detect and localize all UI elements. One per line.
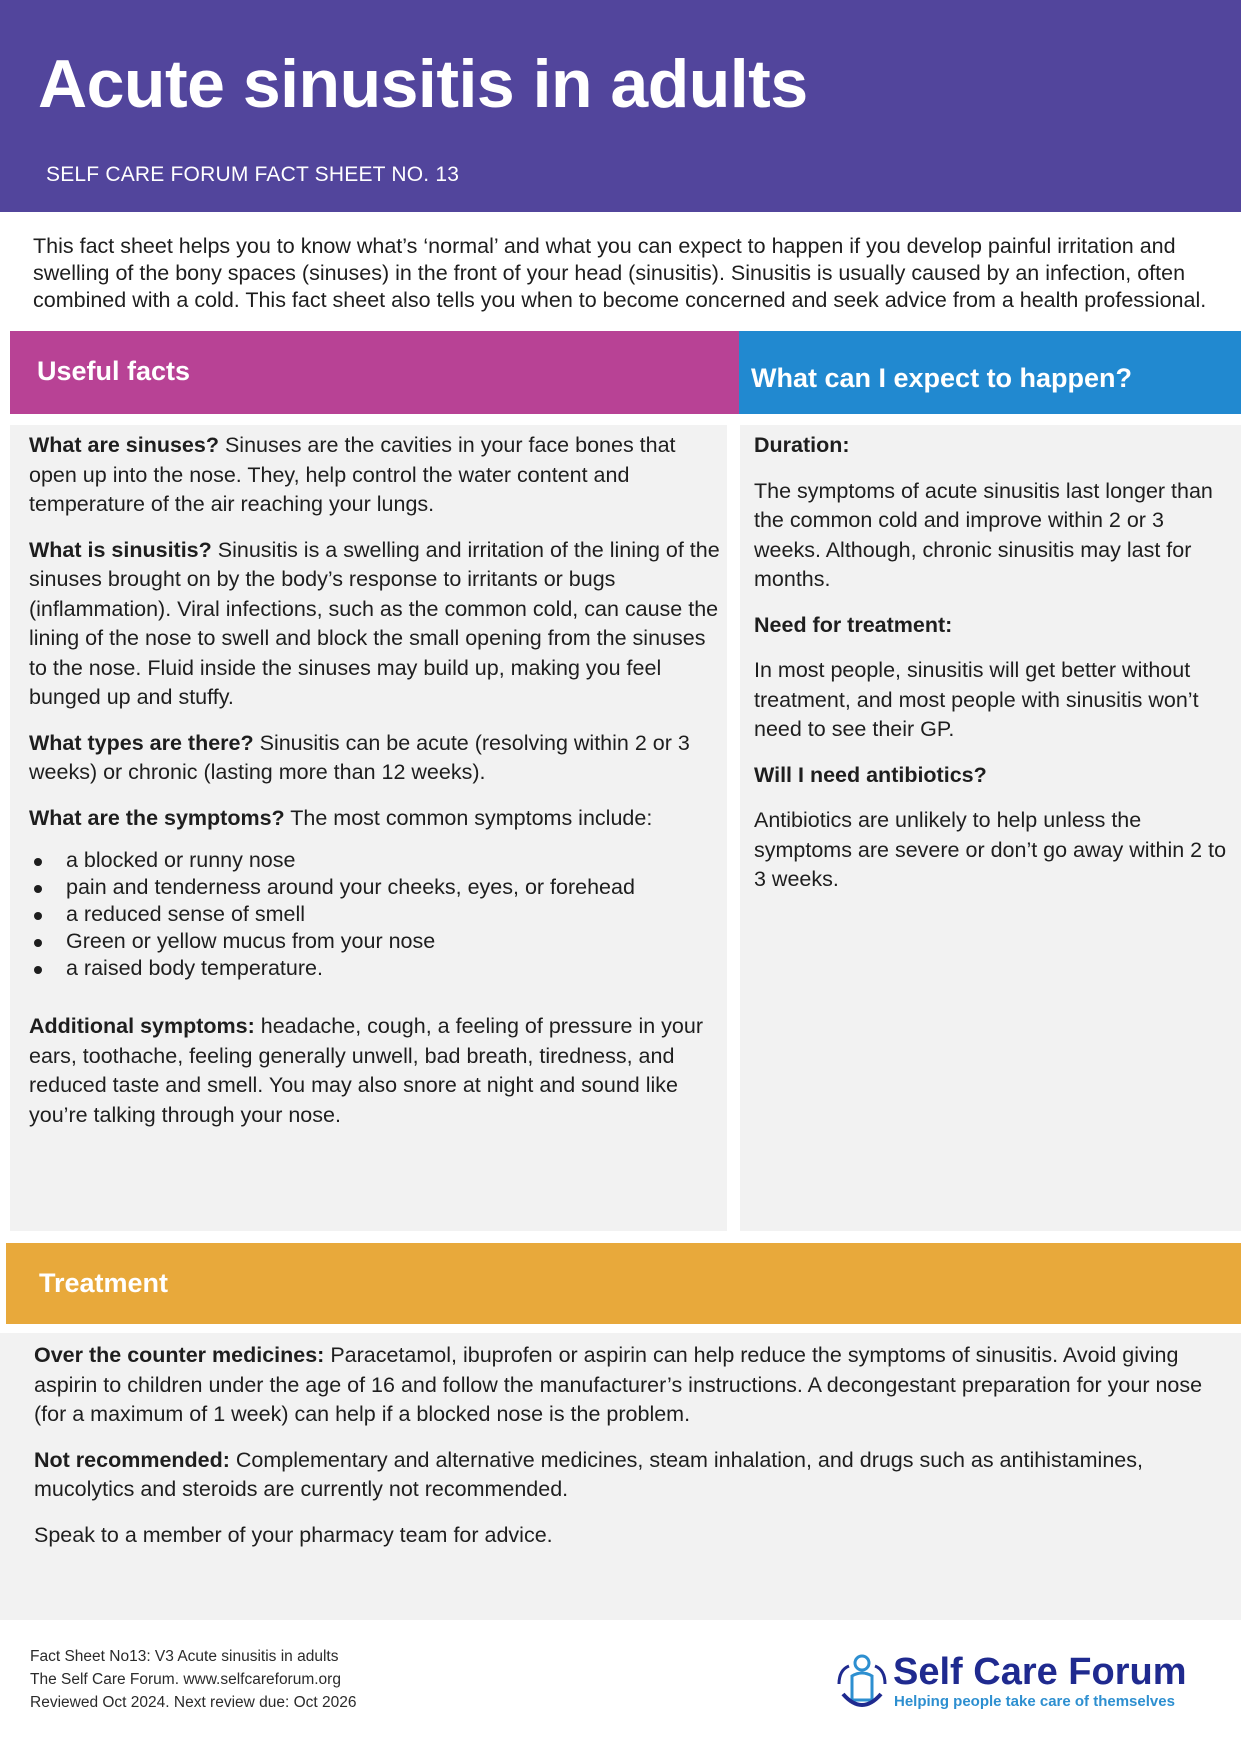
logo-name: Self Care Forum bbox=[893, 1651, 1187, 1693]
symptoms-answer: The most common symptoms include: bbox=[284, 805, 653, 830]
footer-line-3: Reviewed Oct 2024. Next review due: Oct 2026 bbox=[30, 1694, 357, 1711]
page-title: Acute sinusitis in adults bbox=[38, 46, 808, 122]
intro-paragraph: This fact sheet helps you to know what’s ‘normal’ and what you can expect to happen if you develop painful irritation and swelling of the bony spaces (sinuses) in the front of your head (sinusitis). Sinusitis is usually caused by an infection, often combined with a cold. This fact sheet also tells you when to become concerned and seek advice from a health professional. bbox=[33, 234, 1207, 312]
page-header bbox=[0, 0, 1241, 212]
footer-line-2: The Self Care Forum. www.selfcareforum.org bbox=[30, 1671, 341, 1688]
sinusitis-paragraph bbox=[29, 536, 721, 713]
sinuses-question: What are sinuses? bbox=[29, 433, 219, 457]
additional-answer: headache, cough, a feeling of pressure in your ears, toothache, feeling generally unwell, bad breath, tiredness, and reduced taste and smell. You may also snore at night and sound like you’re talking through your nose. bbox=[29, 1014, 703, 1127]
list-item: a raised body temperature. bbox=[29, 955, 721, 982]
otc-heading: Over the counter medicines: bbox=[34, 1343, 325, 1367]
list-item: a blocked or runny nose bbox=[29, 847, 721, 874]
antibiotics-heading bbox=[754, 761, 1234, 791]
people-circle-icon bbox=[836, 1654, 888, 1710]
antibiotics-text: Antibiotics are unlikely to help unless the symptoms are severe or don’t go away within 2 to 3 weeks. bbox=[754, 808, 1227, 891]
sinuses-paragraph bbox=[29, 431, 721, 520]
additional-question: Additional symptoms: bbox=[29, 1014, 255, 1038]
types-paragraph bbox=[29, 729, 721, 788]
self-care-forum-logo bbox=[836, 1652, 1206, 1712]
additional-paragraph bbox=[29, 1012, 721, 1130]
expect-heading: What can I expect to happen? bbox=[751, 363, 1133, 393]
list-item: pain and tenderness around your cheeks, eyes, or forehead bbox=[29, 874, 721, 901]
list-item: a reduced sense of smell bbox=[29, 901, 721, 928]
pharmacy-advice: Speak to a member of your pharmacy team for advice. bbox=[34, 1522, 553, 1547]
antibiotics-heading-text: Will I need antibiotics? bbox=[754, 762, 987, 787]
otc-paragraph bbox=[34, 1341, 1224, 1430]
list-item: Green or yellow mucus from your nose bbox=[29, 928, 721, 955]
duration-text: The symptoms of acute sinusitis last longer than the common cold and improve within 2 or 3 weeks. Although, chronic sinusitis may last for months. bbox=[754, 478, 1213, 591]
useful-facts-heading: Useful facts bbox=[37, 356, 191, 386]
page-subtitle: SELF CARE FORUM FACT SHEET NO. 13 bbox=[46, 163, 460, 186]
not-recommended-text: Complementary and alternative medicines, steam inhalation, and drugs such as antihistamines, mucolytics and steroids are currently not recommended. bbox=[34, 1447, 1143, 1501]
need-treatment-text: In most people, sinusitis will get better without treatment, and most people with sinusitis won’t need to see their GP. bbox=[754, 658, 1199, 741]
footer-line-1: Fact Sheet No13: V3 Acute sinusitis in adults bbox=[30, 1648, 339, 1665]
not-recommended-heading: Not recommended: bbox=[34, 1447, 230, 1472]
useful-facts-heading-band bbox=[10, 331, 739, 414]
sinusitis-answer: Sinusitis is a swelling and irritation of the lining of the sinuses brought on by the body’s response to irritants or bugs (inflammation). Viral infections, such as the common cold, can cause the lining of the nose to swell and block the small opening from the sinuses to the nose. Fluid inside the sinuses may build up, making you feel bunged up and stuffy. bbox=[29, 537, 720, 709]
duration-heading-text: Duration: bbox=[754, 433, 850, 457]
otc-text: Paracetamol, ibuprofen or aspirin can help reduce the symptoms of sinusitis. Avoid giving aspirin to children under the age of 16 and follow the manufacturer’s instructions. A decongestant preparation for your nose (for a maximum of 1 week) can help if a blocked nose is the problem. bbox=[34, 1343, 1203, 1426]
symptoms-question: What are the symptoms? bbox=[29, 805, 285, 830]
sinuses-answer: Sinuses are the cavities in your face bones that open up into the nose. They, help control the water content and temperature of the air reaching your lungs. bbox=[29, 433, 676, 516]
not-recommended-paragraph bbox=[34, 1446, 1224, 1505]
need-treatment-heading-text: Need for treatment: bbox=[754, 612, 953, 637]
treatment-heading-band bbox=[6, 1243, 1241, 1324]
footer-meta bbox=[30, 1645, 357, 1714]
types-answer: Sinusitis can be acute (resolving within 2 or 3 weeks) or chronic (lasting more than 12 weeks). bbox=[29, 730, 690, 784]
expect-panel bbox=[740, 425, 1241, 1231]
need-treatment-heading bbox=[754, 611, 1234, 641]
types-question: What types are there? bbox=[29, 730, 254, 755]
useful-facts-panel bbox=[10, 425, 727, 1231]
treatment-panel bbox=[0, 1333, 1241, 1620]
treatment-heading: Treatment bbox=[39, 1268, 169, 1298]
expect-heading-band bbox=[739, 331, 1241, 414]
sinusitis-question: What is sinusitis? bbox=[29, 537, 212, 562]
symptoms-paragraph bbox=[29, 804, 721, 834]
duration-heading bbox=[754, 431, 1234, 461]
logo-tagline: Helping people take care of themselves bbox=[894, 1693, 1175, 1710]
symptoms-list bbox=[29, 847, 721, 982]
